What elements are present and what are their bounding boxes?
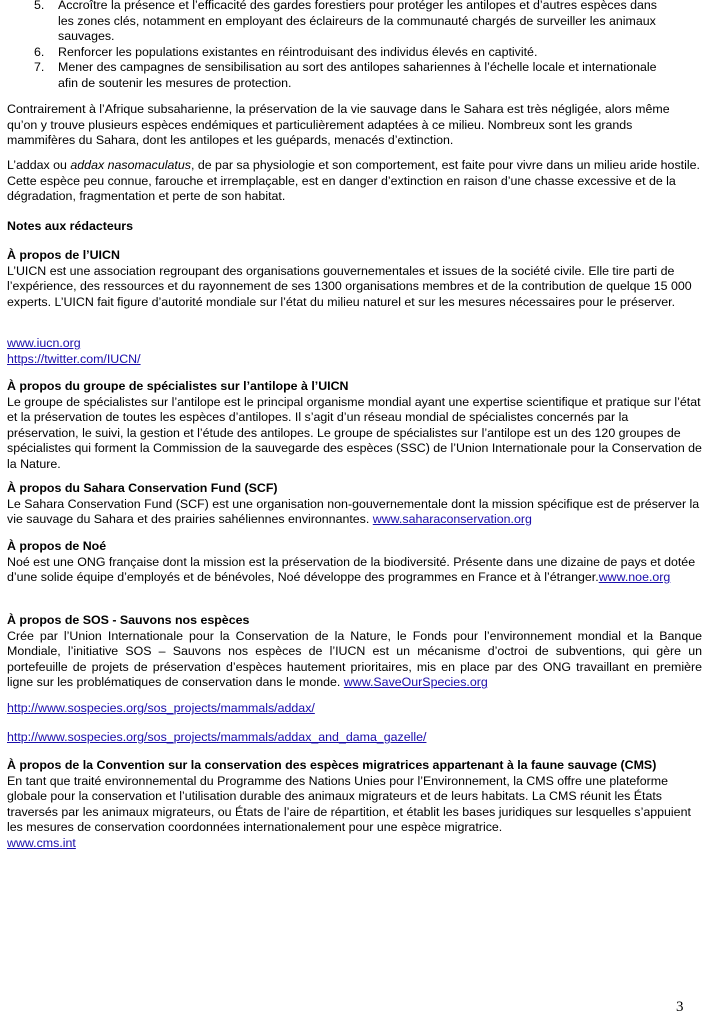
cms-website-link[interactable]: www.cms.int <box>7 835 76 850</box>
paragraph-sahara: Contrairement à l’Afrique subsaharienne, la préservation de la vie sauvage dans le Sahara est très négligée, alors même qu’on y trouve plusieurs espèces endémiques et particulièrement adaptées à ce milieu. Nombreux sont les grands mammifères du Sahara, dont les antilopes et les guépards, menacés d’extinction. <box>7 102 670 148</box>
section-heading: À propos de la Convention sur la conservation des espèces migratrices appartenant à la faune sauvage (CMS) <box>7 758 657 772</box>
section-sos <box>7 613 702 691</box>
iucn-twitter-link[interactable]: https://twitter.com/IUCN/ <box>7 351 141 366</box>
sos-addax-dama-gazelle-link[interactable]: http://www.sospecies.org/sos_projects/mammals/addax_and_dama_gazelle/ <box>7 730 427 744</box>
section-text: En tant que traité environnemental du Programme des Nations Unies pour l’Environnement, la CMS offre une plateforme globale pour la conservation et l’utilisation durable des animaux migrateurs et de leurs habitats. La CMS réunit les États traversés par les animaux migrateurs, ou États de l’aire de répartition, et établit les bases juridiques sur lesquelles s’appuient les mesures de conservation coordonnées internationalement pour une espèce migratrice. <box>7 773 691 835</box>
paragraph-addax <box>7 158 702 205</box>
section-heading: À propos du Sahara Conservation Fund (SCF) <box>7 481 278 495</box>
scf-website-link[interactable]: www.saharaconservation.org <box>372 512 532 527</box>
iucn-links <box>7 336 702 367</box>
section-text: L’UICN est une association regroupant des organisations gouvernementales et issues de la société civile. Elle tire parti de l’expérience, des ressources et du rayonnement de ses 1300 organisations membres et de la contribution de quelque 15 000 experts. L’UICN fait figure d’autorité mondiale sur l’état du milieu naturel et sur les mesures nécessaires pour le préserver. <box>7 263 692 309</box>
page-number: 3 <box>676 999 684 1015</box>
section-text: Noé est une ONG française dont la mission est la préservation de la biodiversité. Présente dans une dizaine de pays et dotée d’une solide équipe d’employés et de bénévoles, Noé développe des programmes en France et à l’étranger. <box>7 554 696 585</box>
section-iucn <box>7 248 702 310</box>
notes-heading: Notes aux rédacteurs <box>7 219 134 233</box>
list-text: Mener des campagnes de sensibilisation au sort des antilopes sahariennes à l’échelle locale et internationale afin de soutenir les mesures de protection. <box>58 60 657 90</box>
addax-latin-name: addax nasomaculatus <box>70 158 191 172</box>
section-text: Le Sahara Conservation Fund (SCF) est une organisation non-gouvernementale dont la mission spécifique est de préserver la vie sauvage du Sahara et des prairies sahéliennes environnantes. <box>7 496 700 527</box>
section-antelope-group <box>7 379 702 473</box>
noe-website-link[interactable]: www.noe.org <box>598 570 671 585</box>
list-text: Accroître la présence et l’efficacité des gardes forestiers pour protéger les antilopes et d’autres espèces dans les zones clés, notamment en employant des éclaireurs de la communauté chargés de surveiller les animaux sauvages. <box>58 0 657 44</box>
section-heading: À propos de l’UICN <box>7 248 120 262</box>
section-heading: À propos de Noé <box>7 539 107 553</box>
list-text: Renforcer les populations existantes en réintroduisant des individus élevés en captivité. <box>58 44 538 59</box>
addax-rest: , de par sa physiologie et son comportement, est faite pour vivre dans un milieu aride hostile. Cette espèce peu connue, farouche et irremplaçable, est en danger d’extinction en raison d’une chasse excessive et de la dégradation, fragmentation et perte de son habitat. <box>7 158 700 204</box>
section-text: Le groupe de spécialistes sur l’antilope est le principal organisme mondial ayant une expertise scientifique et pratique sur l’état et la préservation de toutes les espèces d’antilopes. Il s’agit d’un réseau mondial de spécialistes concernés par la préservation, le suivi, la gestion et l’étude des antilopes. Le groupe de spécialistes sur l’antilope est un des 120 groupes de spécialistes qui forment la Commission de la sauvegarde des espèces (SSC) de l’Union Internationale pour la Conservation de la Nature. <box>7 394 702 471</box>
section-noe <box>7 539 702 586</box>
sos-url-2-row <box>7 730 702 746</box>
section-text: Crée par l’Union Internationale pour la Conservation de la Nature, le Fonds pour l’environnement mondial et la Banque Mondiale, l’initiative SOS – Sauvons nos espèces de l’IUCN est un mécanisme d’octroi de subventions, qui gère un portefeuille de projets de préservation d’espèces hautement prioritaires, mis en place par des ONG travaillant en première ligne sur les problématiques de conservation dans le monde. <box>7 628 702 690</box>
list-item <box>34 0 664 45</box>
iucn-website-link[interactable]: www.iucn.org <box>7 336 81 350</box>
section-heading: À propos du groupe de spécialistes sur l’antilope à l’UICN <box>7 379 349 393</box>
sos-website-link[interactable]: www.SaveOurSpecies.org <box>343 675 488 690</box>
list-item <box>34 45 664 61</box>
addax-prefix: L’addax ou <box>7 158 71 172</box>
sos-url-1-row <box>7 701 702 717</box>
section-cms <box>7 758 702 852</box>
section-heading: À propos de SOS - Sauvons nos espèces <box>7 613 250 627</box>
list-item <box>34 60 664 91</box>
list-number: 6. <box>34 44 45 59</box>
sos-addax-link[interactable]: http://www.sospecies.org/sos_projects/mammals/addax/ <box>7 701 315 715</box>
list-number: 7. <box>34 60 45 75</box>
section-scf <box>7 481 702 528</box>
action-list <box>34 0 664 92</box>
list-number: 5. <box>34 0 45 12</box>
